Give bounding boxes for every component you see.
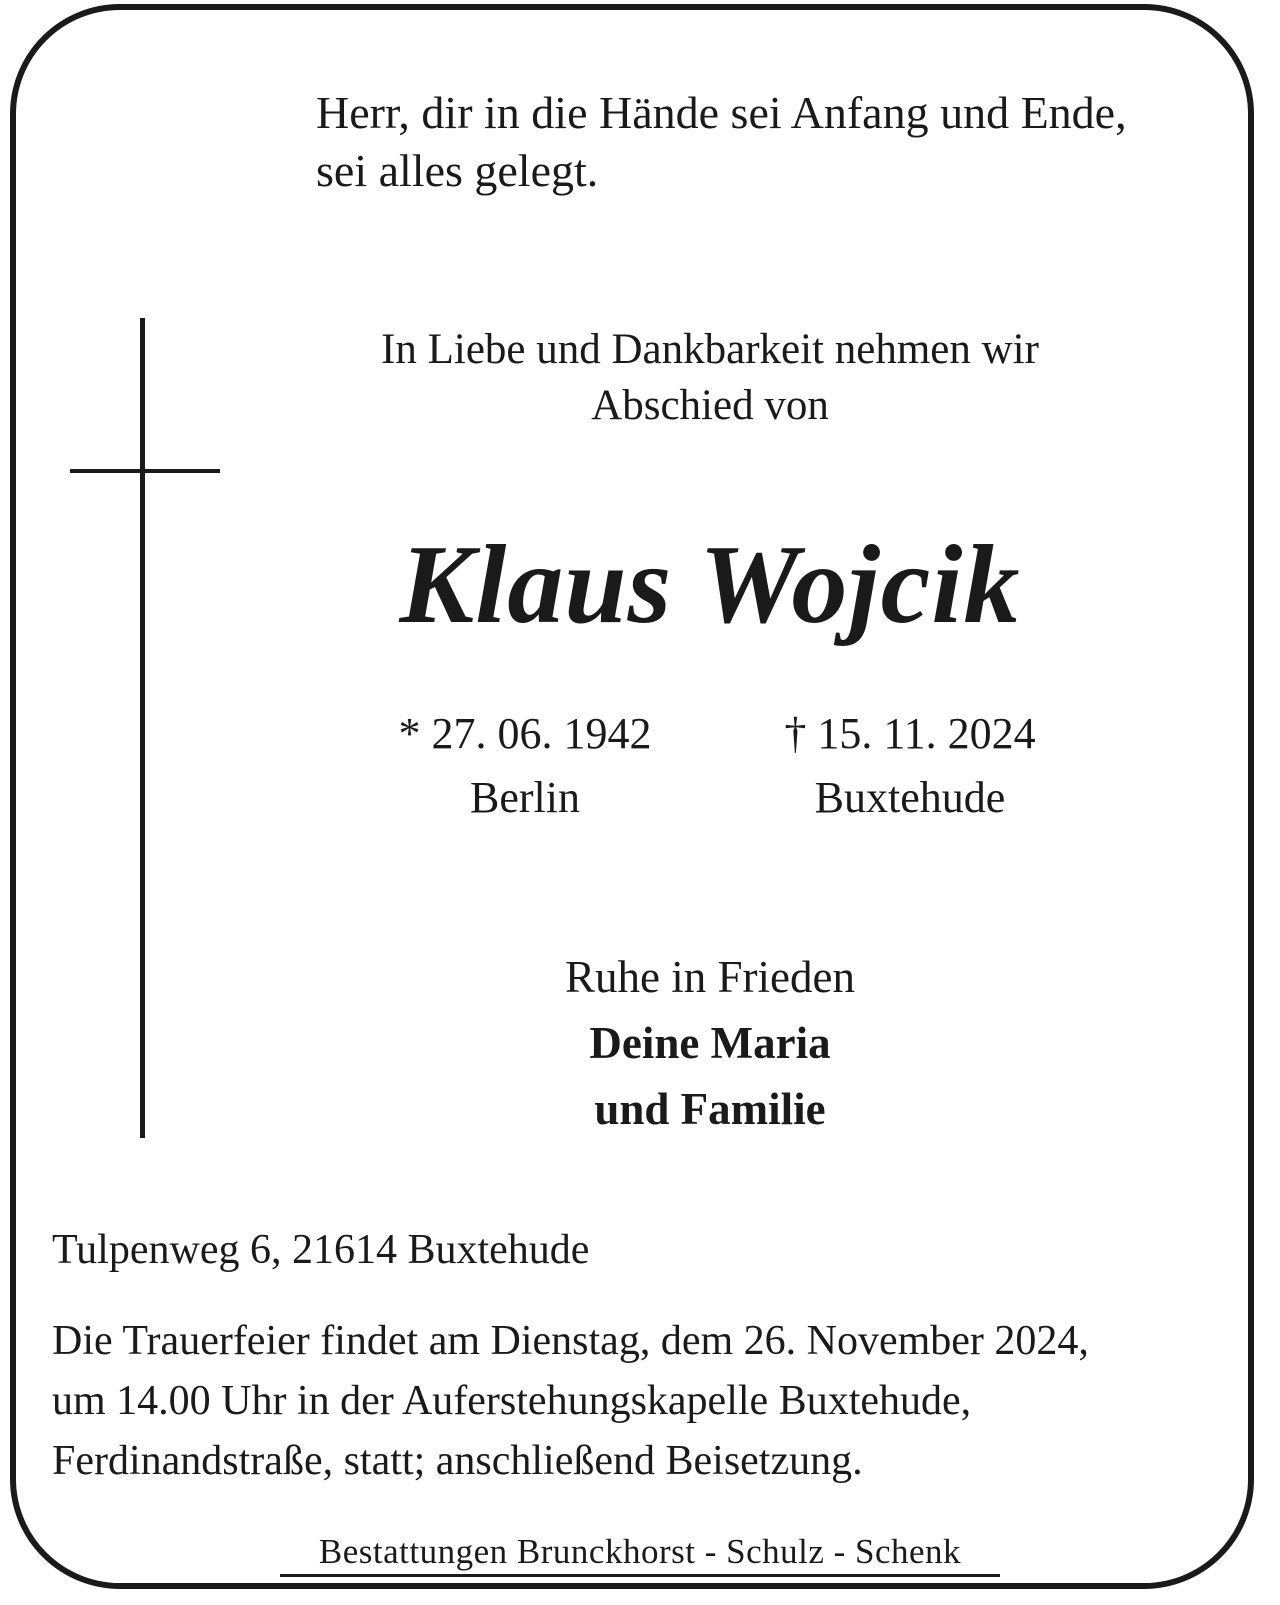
undertaker: Bestattungen Brunckhorst - Schulz - Schenk: [318, 1532, 962, 1571]
death-place: Buxtehude: [814, 773, 1006, 822]
mourners-line: Deine Maria: [589, 1018, 831, 1068]
deceased-name: Klaus Wojcik: [399, 523, 1021, 647]
service-line: Ferdinandstraße, statt; anschließend Beisetzung.: [52, 1438, 863, 1484]
birth-date: * 27. 06. 1942: [398, 709, 652, 758]
birth-info: [355, 702, 695, 830]
service-line: um 14.00 Uhr in der Auferstehungskapelle Buxtehude,: [52, 1378, 972, 1424]
service-details: [52, 1311, 1089, 1491]
intro-line: In Liebe und Dankbarkeit nehmen wir: [381, 326, 1039, 373]
death-date: † 15. 11. 2024: [784, 709, 1036, 758]
undertaker-rule: [280, 1574, 1000, 1577]
rest-in-peace: Ruhe in Frieden: [565, 952, 855, 1002]
address: Tulpenweg 6, 21614 Buxtehude: [52, 1227, 590, 1273]
birth-place: Berlin: [470, 773, 580, 822]
verse-line: Herr, dir in die Hände sei Anfang und Ende,: [316, 87, 1127, 138]
death-info: [740, 702, 1080, 830]
cross-icon-crossbar: [70, 469, 220, 473]
service-line: Die Trauerfeier findet am Dienstag, dem 26. November 2024,: [52, 1318, 1089, 1364]
mourners-line: und Familie: [594, 1084, 826, 1134]
mourners: [300, 1010, 1120, 1142]
cross-icon: [140, 318, 145, 1138]
intro-text: [300, 322, 1120, 434]
bible-verse: [316, 84, 1127, 200]
verse-line: sei alles gelegt.: [316, 145, 599, 196]
intro-line: Abschied von: [591, 382, 829, 429]
